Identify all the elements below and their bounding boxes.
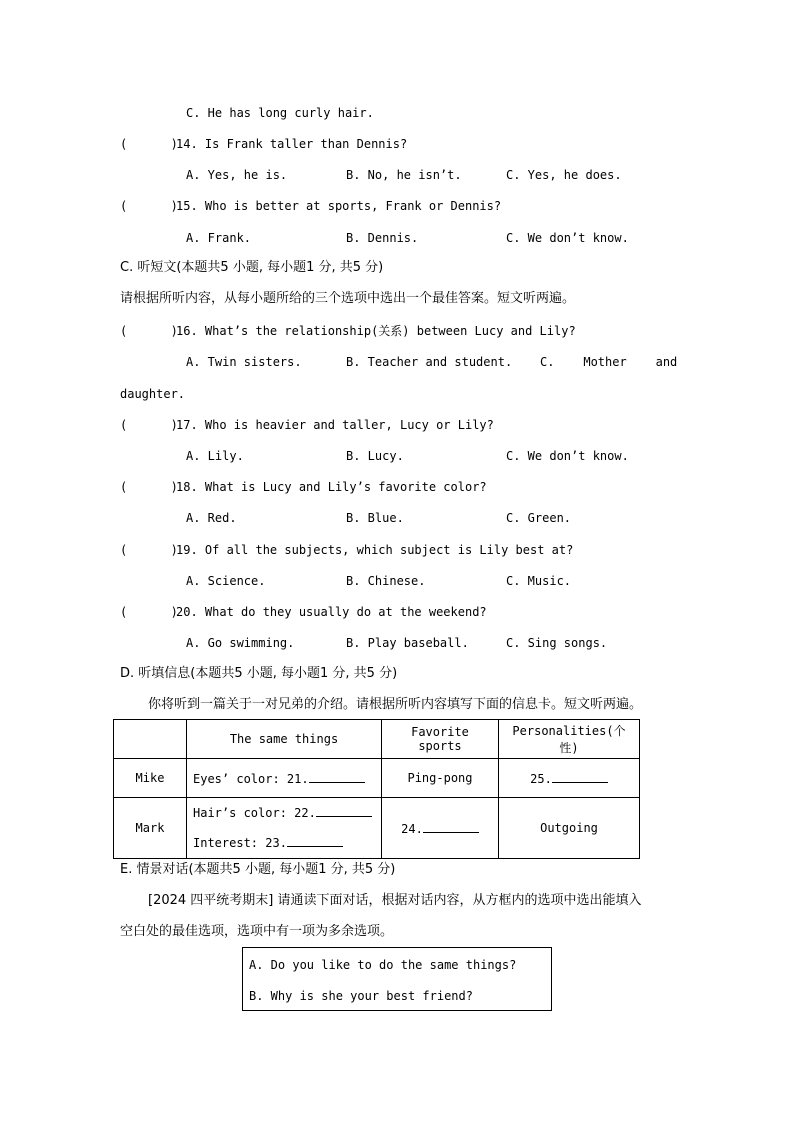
q17-option-c: C. We don’t know. [506, 449, 629, 463]
hair-color-line [193, 798, 375, 828]
cell-eyes-color [187, 759, 382, 798]
cell-mike-personality [499, 759, 640, 798]
q16-option-c-continued: daughter. [120, 387, 186, 401]
q15-option-c: C. We don’t know. [506, 231, 629, 245]
q17-bracket: ( ) [120, 418, 178, 432]
options-box [242, 947, 552, 1011]
q18-option-b: B. Blue. [346, 511, 404, 525]
q15-bracket: ( ) [120, 199, 178, 213]
q17-stem: 17. Who is heavier and taller, Lucy or Lily? [176, 418, 494, 432]
table-row-mike [114, 759, 640, 798]
info-card-table [113, 719, 640, 859]
q16-option-a: A. Twin sisters. [186, 355, 302, 369]
q14-option-c: C. Yes, he does. [506, 168, 622, 182]
table-row [114, 720, 640, 759]
q20-option-a: A. Go swimming. [186, 636, 295, 650]
cell-mark-sport [382, 798, 499, 859]
blank-22[interactable] [316, 804, 372, 817]
q17-option-a: A. Lily. [186, 449, 244, 463]
section-e-title: E. 情景对话(本题共5 小题, 每小题1 分, 共5 分) [120, 862, 396, 877]
q20-bracket: ( ) [120, 605, 178, 619]
table-row-mark [114, 798, 640, 859]
q16-option-b: B. Teacher and student. [346, 355, 513, 369]
q18-option-a: A. Red. [186, 511, 237, 525]
q19-bracket: ( ) [120, 543, 178, 557]
eyes-color-label: Eyes’ color: 21. [193, 772, 309, 786]
table-corner-cell [114, 720, 187, 759]
row-label-mark: Mark [114, 798, 187, 859]
item-24-label: 24. [401, 822, 423, 836]
q16-bracket: ( ) [120, 324, 178, 338]
cell-hair-interest [187, 798, 382, 859]
q19-stem: 19. Of all the subjects, which subject is Lily best at? [176, 543, 574, 557]
cell-mike-sport: Ping-pong [382, 759, 499, 798]
q17-option-b: B. Lucy. [346, 449, 404, 463]
q14-option-b: B. No, he isn’t. [346, 168, 462, 182]
row-label-mike: Mike [114, 759, 187, 798]
section-c-instruction: 请根据所听内容，从每小题所给的三个选项中选出一个最佳答案。短文听两遍。 [120, 291, 576, 306]
q16-option-c: C. Mother and [540, 355, 678, 369]
q19-option-a: A. Science. [186, 574, 266, 588]
q20-option-c: C. Sing songs. [506, 636, 608, 650]
q14-option-a: A. Yes, he is. [186, 168, 288, 182]
section-e-instruction-1: [2024 四平统考期末] 请通读下面对话，根据对话内容，从方框内的选项中选出能填入 [148, 893, 642, 908]
header-same-things: The same things [187, 720, 382, 759]
interest-line [193, 828, 375, 858]
header-favorite-sports: Favorite sports [382, 720, 499, 759]
interest-label: Interest: 23. [193, 836, 287, 850]
q18-bracket: ( ) [120, 480, 178, 494]
q15-option-a: A. Frank. [186, 231, 252, 245]
item-25-label: 25. [530, 772, 552, 786]
q14-bracket: ( ) [120, 137, 178, 151]
blank-21[interactable] [309, 770, 365, 783]
q20-stem: 20. What do they usually do at the weekend? [176, 605, 487, 619]
section-e-instruction-2: 空白处的最佳选项，选项中有一项为多余选项。 [120, 924, 394, 939]
section-d-instruction: 你将听到一篇关于一对兄弟的介绍。请根据所听内容填写下面的信息卡。短文听两遍。 [148, 697, 643, 712]
header-personalities: Personalities(个性) [499, 720, 640, 759]
q13-option-c: C. He has long curly hair. [186, 106, 374, 120]
section-c-title: C. 听短文(本题共5 小题, 每小题1 分, 共5 分) [120, 260, 384, 275]
q16-stem: 16. What’s the relationship(关系) between Lucy and Lily? [176, 324, 576, 338]
blank-23[interactable] [287, 834, 343, 847]
q19-option-c: C. Music. [506, 574, 572, 588]
option-a: A. Do you like to do the same things? [249, 958, 517, 972]
cell-mark-personality: Outgoing [499, 798, 640, 859]
q14-stem: 14. Is Frank taller than Dennis? [176, 137, 408, 151]
q18-option-c: C. Green. [506, 511, 572, 525]
blank-25[interactable] [552, 770, 608, 783]
q15-option-b: B. Dennis. [346, 231, 419, 245]
section-d-title: D. 听填信息(本题共5 小题, 每小题1 分, 共5 分) [120, 666, 398, 681]
blank-24[interactable] [423, 820, 479, 833]
option-b: B. Why is she your best friend? [249, 989, 473, 1003]
q20-option-b: B. Play baseball. [346, 636, 469, 650]
q15-stem: 15. Who is better at sports, Frank or Dennis? [176, 199, 502, 213]
q19-option-b: B. Chinese. [346, 574, 426, 588]
q18-stem: 18. What is Lucy and Lily’s favorite color? [176, 480, 487, 494]
hair-color-label: Hair’s color: 22. [193, 806, 316, 820]
